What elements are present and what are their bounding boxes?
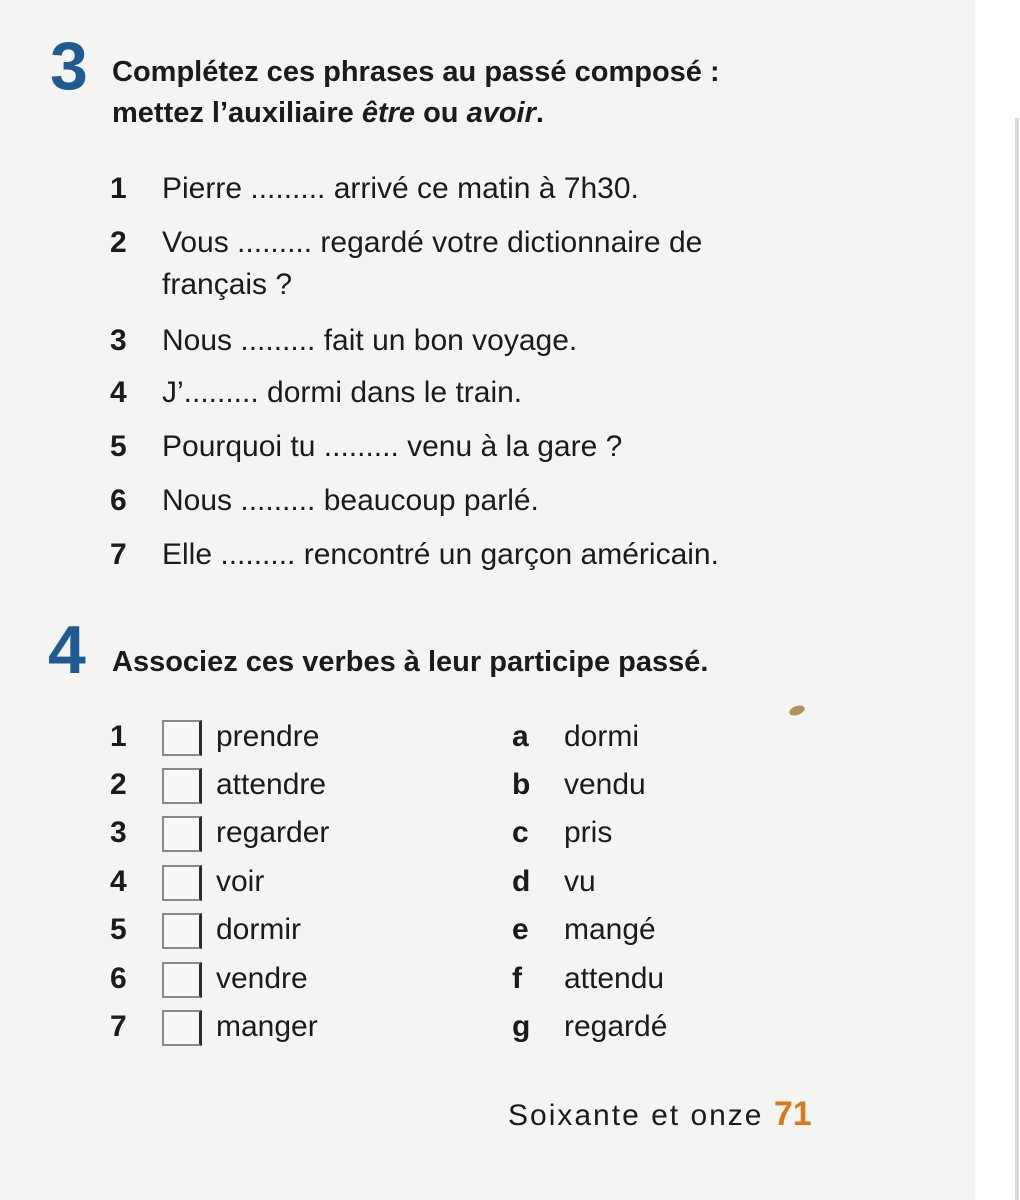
verb-number: 5 (110, 913, 127, 946)
answer-checkbox-1[interactable] (162, 720, 202, 756)
verb-number: 7 (110, 1010, 127, 1043)
sentence-5 (110, 424, 622, 470)
sentence-text: Nous ......... fait un bon voyage. (162, 324, 578, 357)
participle-letter: f (512, 962, 522, 995)
instruction-text: mettez l’auxiliaire (112, 97, 362, 129)
scrollbar[interactable] (1015, 118, 1019, 1200)
sentence-1 (110, 166, 639, 212)
verb-infinitive: manger (216, 1010, 318, 1043)
sentence-number: 7 (110, 538, 127, 571)
participle-word: regardé (564, 1010, 668, 1043)
participle-letter: d (512, 865, 531, 898)
sentence-7 (110, 532, 719, 578)
sentence-6 (110, 478, 539, 524)
verb-infinitive: vendre (216, 962, 308, 995)
sentence-number: 5 (110, 430, 127, 463)
sentence-text: Elle ......... rencontré un garçon américain. (162, 538, 719, 571)
verb-infinitive: regarder (216, 816, 330, 849)
verb-number: 3 (110, 816, 127, 849)
sentence-4 (110, 370, 522, 416)
exercise-3-instruction-line1: Complétez ces phrases au passé composé : (112, 56, 720, 88)
participle-letter: a (512, 720, 529, 753)
sentence-3 (110, 318, 577, 364)
sentence-text: Pierre ......... arrivé ce matin à 7h30. (162, 172, 639, 205)
sentence-number: 1 (110, 172, 127, 205)
instruction-text: ou (415, 97, 467, 129)
exercise-3-instruction-line2 (112, 93, 720, 134)
participle-word: dormi (564, 720, 640, 753)
sentence-number: 6 (110, 484, 127, 517)
participle-letter: c (512, 816, 529, 849)
verb-number: 2 (110, 768, 127, 801)
sentence-text: Vous ......... regardé votre dictionnaire de (162, 226, 703, 259)
instruction-emphasis-etre: être (361, 97, 416, 129)
instruction-emphasis-avoir: avoir (466, 97, 536, 129)
participle-word: mangé (564, 913, 656, 946)
sentence-text: J’......... dormi dans le train. (162, 376, 523, 409)
participle-word: attendu (564, 962, 665, 995)
sentence-2 (110, 220, 702, 306)
participle-word: pris (564, 816, 613, 849)
verb-infinitive: attendre (216, 768, 327, 801)
sentence-number: 4 (110, 376, 127, 409)
ink-smudge (788, 704, 806, 718)
answer-checkbox-5[interactable] (162, 913, 202, 949)
answer-checkbox-7[interactable] (162, 1010, 202, 1046)
verb-infinitive: dormir (216, 913, 302, 946)
verb-infinitive: voir (216, 865, 265, 898)
answer-checkbox-2[interactable] (162, 768, 202, 804)
exercise-4-instruction: Associez ces verbes à leur participe passé. (112, 646, 709, 678)
page-number: 71 (773, 1095, 812, 1133)
answer-checkbox-3[interactable] (162, 816, 202, 852)
exercise-4-number: 4 (48, 612, 86, 688)
participle-letter: e (512, 913, 529, 946)
page-footer (508, 1090, 812, 1140)
participle-letter: g (512, 1010, 531, 1043)
sentence-number: 2 (110, 226, 127, 259)
sentence-number: 3 (110, 324, 127, 357)
participle-word: vendu (564, 768, 646, 801)
sentence-continuation: français ? (162, 268, 293, 301)
sentence-text: Nous ......... beaucoup parlé. (162, 484, 539, 517)
verb-number: 6 (110, 962, 127, 995)
viewer-margin (975, 0, 1020, 1200)
answer-checkbox-6[interactable] (162, 962, 202, 998)
participle-word: vu (564, 865, 596, 898)
exercise-3-number: 3 (50, 28, 88, 104)
verb-number: 4 (110, 865, 127, 898)
sentence-text: Pourquoi tu ......... venu à la gare ? (162, 430, 623, 463)
verb-number: 1 (110, 720, 127, 753)
page-number-words: Soixante et onze (508, 1099, 764, 1132)
answer-checkbox-4[interactable] (162, 865, 202, 901)
participle-letter: b (512, 768, 531, 801)
verb-infinitive: prendre (216, 720, 320, 753)
instruction-text: . (535, 97, 544, 129)
exercise-3-instruction (112, 52, 720, 134)
